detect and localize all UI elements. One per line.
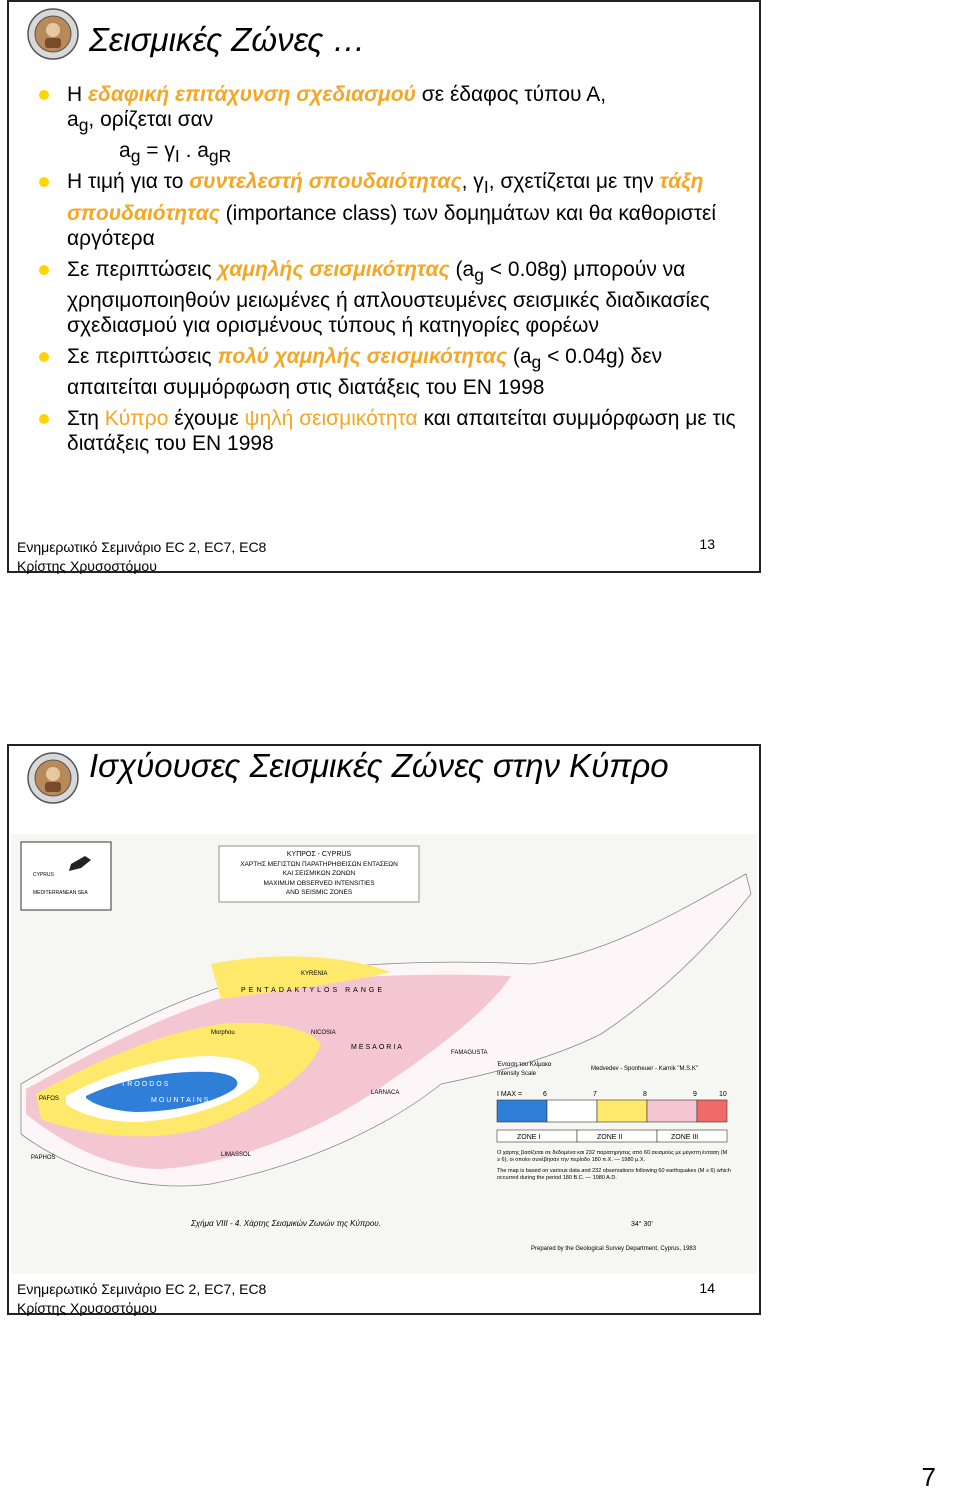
map-longitude: 34° 30' (631, 1221, 653, 1228)
note-english: The map is based on various data and 232 observations following 60 earthquakes (M ≥ 6) which occurred during the period 180 B.C. — 1980 A.D. (497, 1168, 731, 1181)
legend-zone-1: ZONE I (517, 1134, 541, 1141)
legend-i8: 8 (643, 1091, 647, 1098)
bullet-cyprus: Στη Κύπρο έχουμε ψηλή σεισμικότητα και απαιτείται συμμόρφωση με τις διατάξεις του EN 1998 (39, 406, 739, 456)
bullet-very-low-seismicity: Σε περιπτώσεις πολύ χαμηλής σεισμικότητας $(a_g < 0.04g)$ δεν απαιτείται συμμόρφωση στις διατάξεις του EN 1998 (39, 344, 739, 400)
legend-zone-2: ZONE II (597, 1134, 623, 1141)
note-greek: Ο χάρτης βασίζεται σε δεδομένα και 232 παρατηρήσεις από 60 σεισμούς με μέγιστη ένταση (Μ ≥ 6), οι οποίοι συνέβησαν την περίοδο 180 π.Χ. — 1980 μ.Χ. (497, 1150, 728, 1163)
slide-footer (17, 1280, 266, 1318)
map-caption: Σχήμα VIII - 4. Χάρτης Σεισμικών Ζωνών της Κύπρου. (191, 1219, 381, 1228)
legend-i9: 9 (693, 1091, 697, 1098)
inset-sea-label: MEDITERRANEAN SEA (33, 890, 88, 896)
place-morphou: Morphou (211, 1030, 235, 1036)
footer-author: Κρίστης Χρυσοστόμου (17, 1300, 157, 1316)
legend-i6: 6 (543, 1091, 547, 1098)
place-larnaca: LARNACA (371, 1090, 400, 1096)
bullet-dot (39, 265, 49, 275)
place-mesaoria: MESAORIA (351, 1044, 404, 1051)
bullet-dot (39, 177, 49, 187)
legend-i7: 7 (593, 1091, 597, 1098)
bullet-dot (39, 90, 49, 100)
legend-swatch-white (547, 1100, 597, 1122)
legend-title: Ένταση του Κλίμακα (497, 1062, 552, 1068)
slide-number: 13 (699, 536, 715, 552)
bullet-list (39, 82, 739, 462)
bullet-dot (39, 414, 49, 424)
seismic-zones-map (11, 834, 757, 1274)
slide-title: Ισχύουσες Σεισμικές Ζώνες στην Κύπρο (89, 747, 669, 784)
page-number: 7 (921, 1462, 936, 1492)
place-paphos: PAPHOS (31, 1155, 56, 1161)
legend-swatch-yellow (597, 1100, 647, 1122)
legend-imax: I MAX = (497, 1091, 523, 1098)
legend-notes (497, 1150, 731, 1230)
slide-number: 14 (699, 1280, 715, 1296)
place-pafos: PAFOS (39, 1096, 59, 1102)
place-troodos: TROODOS (121, 1081, 171, 1088)
university-seal-icon (27, 752, 79, 804)
map-heading-1: ΚΥΠΡΟΣ - CYPRUS (286, 851, 352, 858)
legend-i10: 10 (719, 1091, 727, 1098)
place-kyrenia: KYRENIA (301, 971, 328, 977)
map-source: Prepared by the Geological Survey Department, Cyprus, 1983 (531, 1246, 697, 1252)
bullet-low-seismicity: Σε περιπτώσεις χαμηλής σεισμικότητας $(a_g < 0.08g)$ μπορούν να χρησιμοποιηθούν μειωμένες ή απλουστευμένες σεισμικές διαδικασίες σχεδιασμού για ορισμένους τύπους ή κατηγορίες φορέων (39, 257, 739, 338)
slide-footer (17, 538, 266, 576)
bullet-importance-factor: Η τιμή για το συντελεστή σπουδαιότητας, $\gamma_I$, σχετίζεται με την τάξη σπουδαιότητας (importance class) των δομημάτων και θα καθοριστεί αργότερα (39, 169, 739, 250)
legend-zone-3: ZONE III (671, 1134, 699, 1141)
formula-ag: $a_g = \gamma_I$ . $a_{gR}$ (119, 139, 232, 167)
slide-14 (7, 744, 761, 1315)
legend-msk: Medvedev - Sponheuer - Karnik "M.S.K" (591, 1066, 698, 1072)
legend-scale: Intensity Scale (497, 1071, 537, 1077)
place-limassol: LIMASSOL (221, 1152, 252, 1158)
footer-seminar: Ενημερωτικό Σεμινάριο EC 2, EC7, EC8 (17, 539, 267, 555)
legend-swatch-red (697, 1100, 727, 1122)
legend-swatch-pink (647, 1100, 697, 1122)
place-nicosia: NICOSIA (311, 1030, 336, 1036)
place-mountains: MOUNTAINS (151, 1097, 211, 1104)
slide-title: Σεισμικές Ζώνες … (89, 21, 366, 58)
place-pentadaktylos: PENTADAKTYLOS RANGE (241, 987, 386, 994)
legend-swatch-blue (497, 1100, 547, 1122)
slide-13 (7, 0, 761, 573)
university-seal-icon (27, 8, 79, 60)
inset-cyprus-label: CYPRUS (33, 872, 54, 878)
map-heading-3: ΚΑΙ ΣΕΙΣΜΙΚΩΝ ΖΩΝΩΝ (282, 870, 356, 877)
footer-author: Κρίστης Χρυσοστόμου (17, 558, 157, 574)
map-heading-2: ΧΑΡΤΗΣ ΜΕΓΙΣΤΩΝ ΠΑΡΑΤΗΡΗΘΕΙΣΩΝ ΕΝΤΑΣΕΩΝ (240, 861, 398, 868)
footer-seminar: Ενημερωτικό Σεμινάριο EC 2, EC7, EC8 (17, 1281, 267, 1297)
map-heading-5: AND SEISMIC ZONES (285, 889, 353, 896)
place-famagusta: FAMAGUSTA (451, 1050, 488, 1056)
bullet-design-acceleration: Η εδαφική επιτάχυνση σχεδιασμού σε έδαφος τύπου Α, $a_g$, ορίζεται σαν (39, 82, 739, 138)
bullet-dot (39, 352, 49, 362)
map-heading-4: MAXIMUM OBSERVED INTENSITIES (263, 880, 375, 887)
